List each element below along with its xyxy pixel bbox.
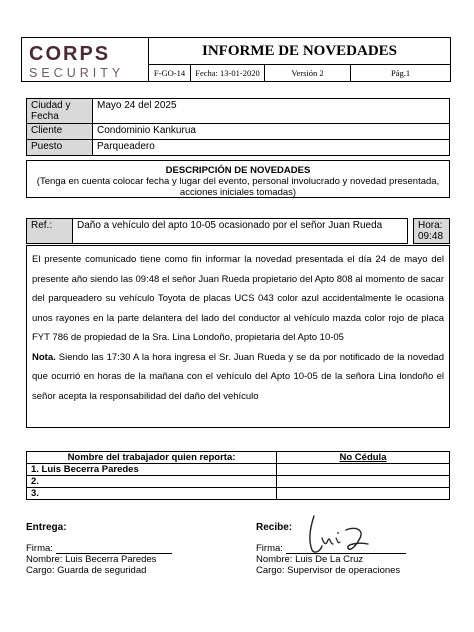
worker-id [277, 476, 450, 488]
table-row [27, 464, 450, 476]
header-info [149, 38, 450, 81]
description-hint: (Tenga en cuenta colocar fecha y lugar del evento, personal involucrado y novedad presentada, acciones iniciales tomadas) [36, 176, 440, 198]
info-row-client [27, 124, 450, 140]
corps-security-logo [22, 38, 149, 81]
hour-label: Hora: [418, 220, 443, 231]
info-label: Puesto [27, 140, 93, 156]
delivery-firma-label: Firma: [26, 543, 53, 554]
receive-name: Nombre: Luis De La Cruz [256, 554, 364, 565]
reference-value: Daño a vehículo del apto 10-05 ocasionado por el señor Juan Rueda [73, 219, 408, 244]
header-meta-row [149, 65, 450, 81]
document-version: Versión 2 [265, 65, 351, 81]
receive-firma-label: Firma: [256, 543, 283, 554]
info-label: Ciudad y Fecha [27, 99, 93, 124]
info-label: Cliente [27, 124, 93, 140]
report-paragraph: El presente comunicado tiene como fin informar la novedad presentada el día 24 de mayo del presente año siendo las 09:48 el señor Juan Rueda propietario del Apto 808 al momento de sacar del parqueadero su vehículo Toyota de placas UCS 043 color azul accidentalmente le ocasiona unos rayones en la parte delantera del lado del conductor al vehículo mazda color rojo de placa FYT 786 de propiedad de la Sra. Lina Londoño, propietaria del Apto 10-05 [32, 254, 444, 343]
reference-table [26, 218, 450, 244]
receive-role: Cargo: Supervisor de operaciones [256, 565, 401, 576]
info-table [26, 98, 450, 156]
document-page: Pág.1 [390, 68, 411, 78]
document-date: Fecha: 13-01-2020 [191, 65, 265, 81]
worker-id [277, 464, 450, 476]
reference-row [27, 219, 450, 244]
worker-name: 3. [27, 488, 277, 500]
delivery-name: Nombre: Luis Becerra Paredes [26, 554, 157, 565]
delivery-block [26, 522, 67, 533]
info-value: Parqueadero [93, 140, 450, 156]
info-row-city-date [27, 99, 450, 124]
table-row [27, 488, 450, 500]
worker-name-header: Nombre del trabajador quien reporta: [27, 452, 277, 464]
hour-cell [414, 219, 450, 244]
logo-top-text: CORPS [29, 43, 111, 65]
delivery-title: Entrega: [26, 522, 67, 533]
workers-header-row [27, 452, 450, 464]
worker-name: 2. [27, 476, 277, 488]
document-header [21, 37, 451, 82]
delivery-role: Cargo: Guarda de seguridad [26, 565, 147, 576]
document-title: INFORME DE NOVEDADES [149, 38, 450, 65]
delivery-signature-line [26, 543, 172, 554]
table-row [27, 476, 450, 488]
workers-table [26, 451, 450, 500]
info-row-post [27, 140, 450, 156]
note-text: Siendo las 17:30 A la hora ingresa el Sr. Juan Rueda y se da por notificado de la novedad que ocurrió en horas de la mañana con el vehículo del Apto 10-05 de la señora Lina londoño el señor acepta la responsabilidad del daño del vehículo [32, 351, 444, 402]
info-value: Condominio Kankurua [93, 124, 450, 140]
note-label: Nota. [32, 351, 56, 363]
handwritten-signature [300, 508, 380, 558]
receive-block [256, 522, 292, 533]
logo-bottom-text: SECURITY [29, 66, 125, 80]
worker-name: 1. Luis Becerra Paredes [27, 464, 277, 476]
reference-label: Ref.: [27, 219, 73, 244]
document-code: F-GO-14 [149, 65, 191, 81]
description-box [26, 160, 450, 198]
report-body [26, 245, 450, 428]
receive-title: Recibe: [256, 522, 293, 533]
worker-id-header: No Cédula [277, 452, 450, 464]
report-note [32, 348, 444, 407]
worker-id [277, 488, 450, 500]
info-value: Mayo 24 del 2025 [93, 99, 450, 124]
description-title: DESCRIPCIÓN DE NOVEDADES [165, 165, 311, 176]
hour-value: 09:48 [418, 231, 444, 242]
